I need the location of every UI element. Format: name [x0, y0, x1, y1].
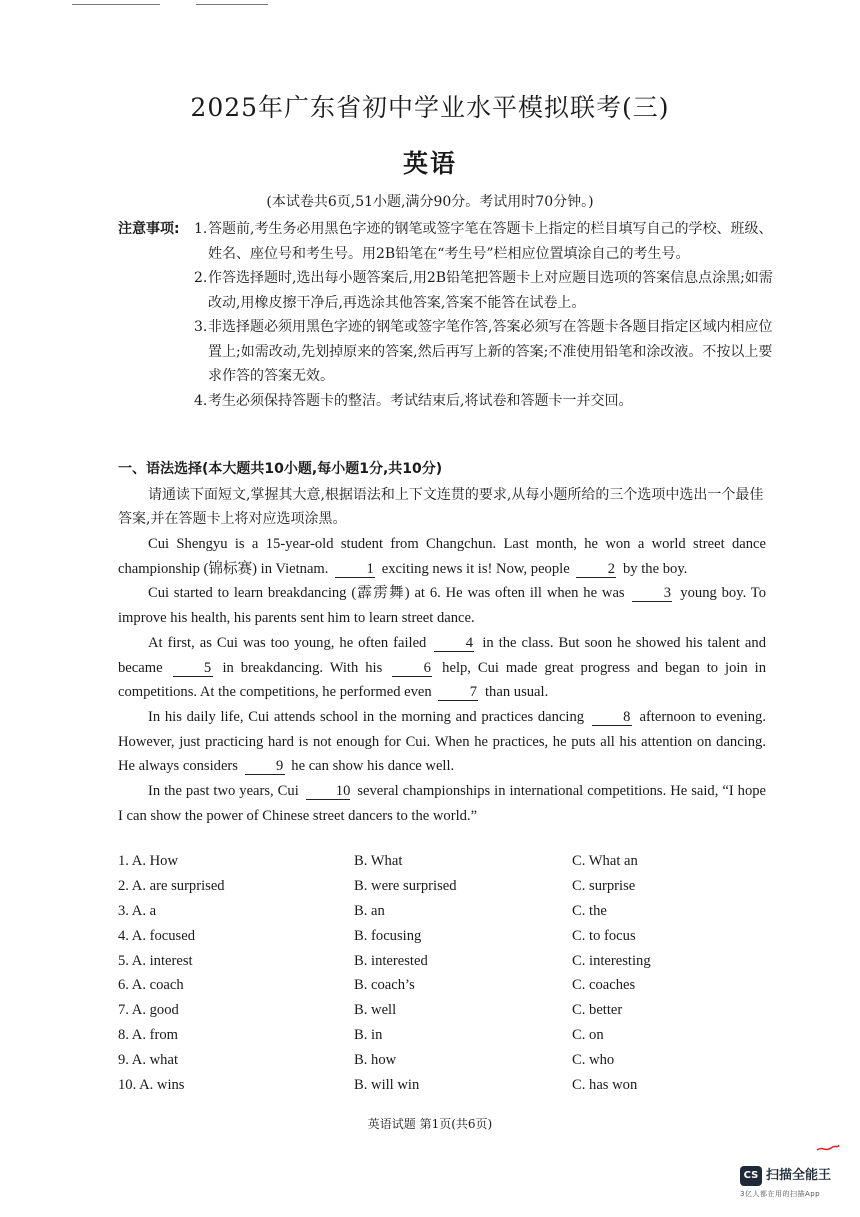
- note-number: 3.: [194, 319, 208, 335]
- note-item: [194, 315, 778, 389]
- blank-3: 3: [632, 585, 672, 602]
- option-a: 1. A. How: [118, 853, 178, 869]
- passage-text: exciting news it is! Now, people: [381, 560, 570, 577]
- option-a: 8. A. from: [118, 1027, 178, 1044]
- passage-paragraph: [118, 581, 766, 630]
- blank-8: 8: [592, 709, 632, 726]
- passage-text: afternoon to evening. However, just practicing hard is not enough for Cui. When he practices, he puts all his attention on dancing. He always considers: [118, 708, 766, 775]
- note-number: 4.: [194, 392, 208, 409]
- option-c: C. to focus: [572, 927, 636, 944]
- option-a: 7. A. good: [118, 1002, 179, 1019]
- note-item: [194, 266, 778, 315]
- passage-paragraph: [118, 532, 766, 581]
- option-row: [118, 1002, 768, 1027]
- option-c: C. the: [572, 902, 607, 919]
- option-a: 4. A. focused: [118, 927, 196, 944]
- reading-passage: [118, 532, 766, 828]
- option-row: [118, 1077, 768, 1102]
- option-row: [118, 903, 768, 928]
- option-b: B. focusing: [354, 927, 422, 944]
- option-b: B. how: [354, 1052, 397, 1069]
- passage-text: young boy. To improve his health, his parents sent him to learn street dance.: [118, 585, 766, 627]
- option-a: 2. A. are surprised: [118, 877, 225, 894]
- option-b: B. were surprised: [354, 877, 457, 894]
- option-a: 6. A. coach: [118, 977, 184, 994]
- exam-title: 2025年广东省初中学业水平模拟联考(三): [190, 93, 670, 122]
- top-rule-right: [196, 4, 268, 5]
- passage-text: In the past two years, Cui: [148, 783, 299, 800]
- blank-2: 2: [576, 561, 616, 578]
- passage-text: in breakdancing. With his: [222, 659, 383, 676]
- option-a: 10. A. wins: [118, 1077, 185, 1094]
- note-item: [194, 217, 778, 266]
- note-number: 1.: [194, 221, 208, 237]
- page-footer: 英语试题 第1页(共6页): [367, 1117, 493, 1131]
- passage-text: several championships in international competitions. He said, “I hope I can show the power of Chinese street dancers to the world.”: [118, 783, 767, 824]
- subject-title: 英语: [402, 149, 457, 178]
- passage-paragraph: [118, 631, 766, 705]
- passage-text: Cui started to learn breakdancing (霹雳舞) at 6. He was often ill when he was: [148, 585, 625, 602]
- option-row: [118, 953, 768, 978]
- passage-paragraph: [118, 705, 766, 779]
- note-text: 考生必须保持答题卡的整洁。考试结束后,将试卷和答题卡一并交回。: [208, 392, 633, 409]
- blank-7: 7: [438, 684, 478, 701]
- passage-text: than usual.: [485, 684, 549, 701]
- option-row: [118, 1027, 768, 1052]
- option-row: [118, 1052, 768, 1077]
- option-c: C. has won: [572, 1077, 638, 1094]
- scanner-tagline: 3亿人都在用的扫描App: [740, 1190, 821, 1198]
- option-c: C. What an: [572, 853, 638, 869]
- blank-5: 5: [173, 660, 213, 677]
- option-row: [118, 878, 768, 903]
- blank-6: 6: [392, 660, 432, 677]
- passage-text: help, Cui made great progress and began to join in competitions. At the competitions, he performed even: [118, 659, 767, 701]
- passage-text: in the class. But soon he showed his talent and became: [118, 634, 766, 676]
- option-row: [118, 853, 768, 878]
- scanner-app-name: 扫描全能王: [766, 1168, 832, 1183]
- option-c: C. coaches: [572, 977, 636, 994]
- blank-4: 4: [434, 635, 474, 652]
- scanner-watermark: [740, 1164, 850, 1204]
- blank-1: 1: [335, 561, 375, 578]
- note-item: [194, 389, 778, 414]
- note-text: 作答选择题时,选出每小题答案后,用2B铅笔把答题卡上对应题目选项的答案信息点涂黑;如需改动,用橡皮擦干净后,再选涂其他答案,答案不能答在试卷上。: [208, 270, 773, 311]
- option-c: C. on: [572, 1027, 604, 1044]
- option-b: B. in: [354, 1027, 383, 1044]
- option-b: B. What: [354, 853, 403, 869]
- note-number: 2.: [194, 270, 208, 286]
- option-c: C. who: [572, 1052, 615, 1069]
- option-b: B. interested: [354, 952, 428, 969]
- answer-options: [118, 853, 768, 1102]
- passage-paragraph: [118, 779, 766, 828]
- note-text: 答题前,考生务必用黑色字迹的钢笔或签字笔在答题卡上指定的栏目填写自己的学校、班级、姓名、座位号和考生号。用2B铅笔在“考生号”栏相应位置填涂自己的考生号。: [208, 221, 773, 262]
- option-c: C. surprise: [572, 877, 636, 894]
- notes-block: [118, 217, 778, 413]
- scanner-logo-icon: CS: [740, 1166, 762, 1186]
- passage-text: he can show his dance well.: [291, 758, 455, 775]
- passage-text: In his daily life, Cui attends school in the morning and practices dancing: [148, 708, 585, 725]
- option-row: [118, 977, 768, 1002]
- option-b: B. will win: [354, 1077, 420, 1094]
- option-b: B. coach’s: [354, 977, 415, 994]
- note-text: 非选择题必须用黑色字迹的钢笔或签字笔作答,答案必须写在答题卡各题目指定区域内相应位置上;如需改动,先划掉原来的答案,然后再写上新的答案;不准使用铅笔和涂改液。不按以上要求作答的答案无效。: [208, 319, 773, 384]
- section-instruction: 请通读下面短文,掌握其大意,根据语法和上下文连贯的要求,从每小题所给的三个选项中选出一个最佳答案,并在答题卡上将对应选项涂黑。: [118, 487, 764, 527]
- option-b: B. an: [354, 902, 385, 919]
- option-a: 5. A. interest: [118, 952, 193, 969]
- passage-text: by the boy.: [623, 560, 688, 577]
- exam-info: (本试卷共6页,51小题,满分90分。考试用时70分钟。): [266, 194, 594, 210]
- red-ink-mark: [816, 1143, 840, 1153]
- option-b: B. well: [354, 1002, 397, 1019]
- passage-text: At first, as Cui was too young, he often failed: [148, 634, 427, 651]
- option-c: C. interesting: [572, 952, 651, 969]
- notes-label: 注意事项:: [118, 221, 180, 237]
- option-a: 9. A. what: [118, 1052, 178, 1069]
- option-row: [118, 928, 768, 953]
- option-a: 3. A. a: [118, 902, 157, 919]
- option-c: C. better: [572, 1002, 623, 1019]
- section-heading: 一、语法选择(本大题共10小题,每小题1分,共10分): [118, 461, 443, 477]
- top-rule-left: [72, 4, 160, 5]
- passage-text: Cui Shengyu is a 15-year-old student from Changchun. Last month, he won a world street dance championship (锦标赛) in Vietnam.: [118, 536, 766, 577]
- blank-9: 9: [245, 758, 285, 775]
- blank-10: 10: [306, 783, 351, 800]
